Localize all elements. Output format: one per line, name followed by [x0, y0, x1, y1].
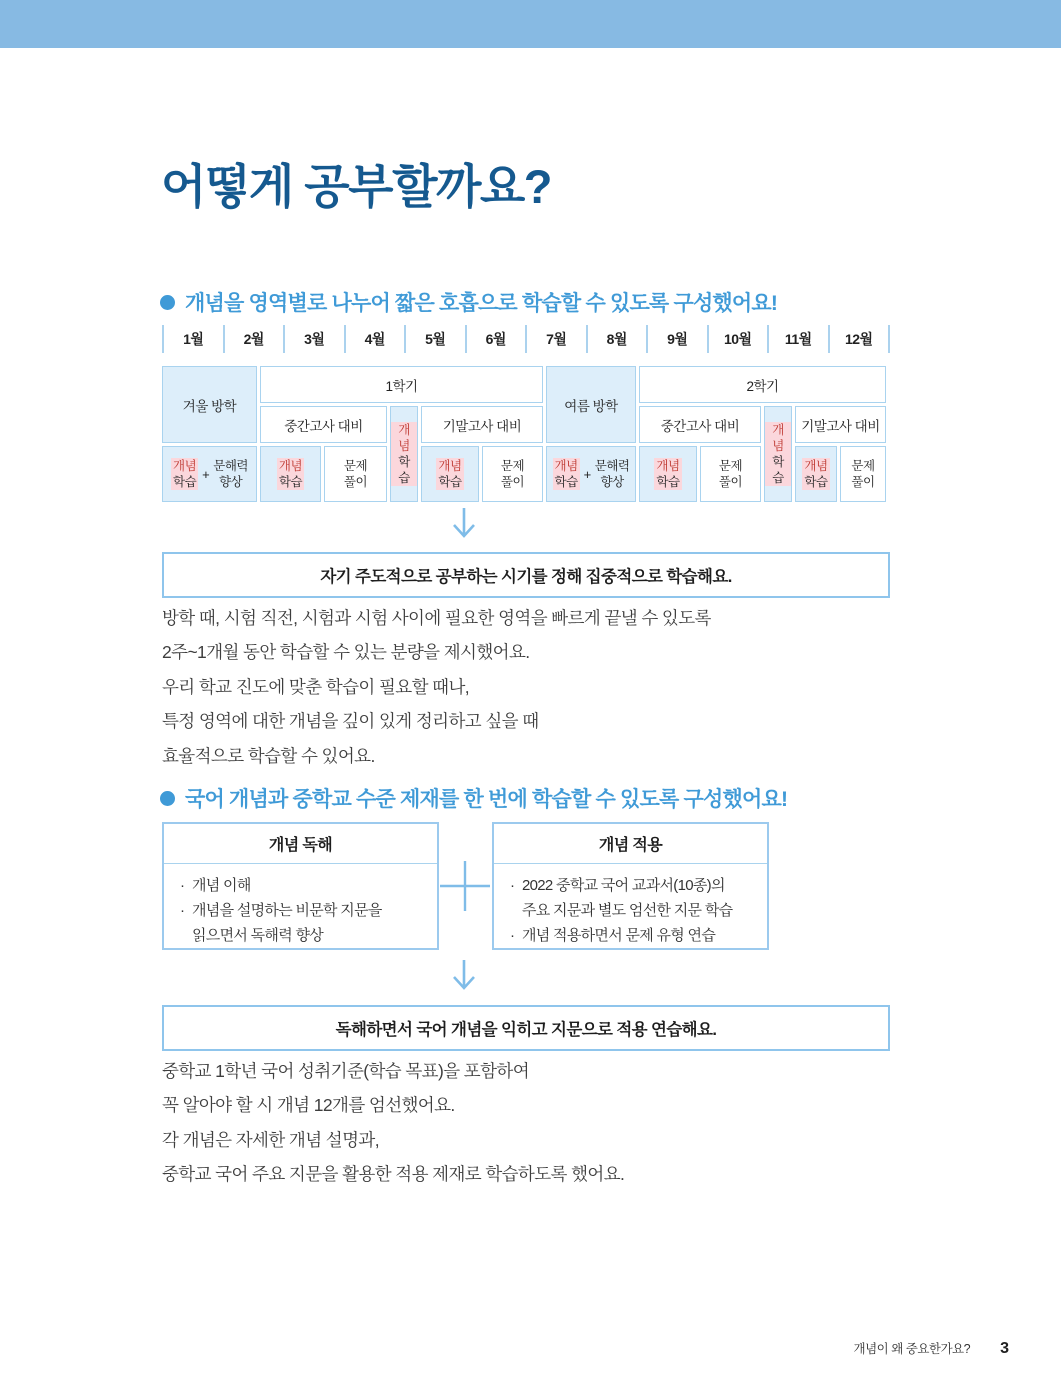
paragraph-line: 중학교 1학년 국어 성취기준(학습 목표)을 포함하여 [162, 1060, 529, 1081]
box-title: 개념 적용 [494, 824, 767, 864]
section1-heading [160, 287, 777, 317]
month-label: 1월 [162, 325, 223, 353]
plus-sign: + [583, 466, 591, 482]
cell-summer-break: 여름 방학 [546, 366, 636, 443]
cell-concept-study: 개념 학습 [260, 446, 321, 502]
month-label: 6월 [465, 325, 526, 353]
month-label: 8월 [586, 325, 647, 353]
plus-sign: + [202, 466, 210, 482]
section2-heading [160, 783, 787, 813]
paragraph-line: 각 개념은 자세한 개념 설명과, [162, 1129, 379, 1150]
cell-concept-study: 개념 학습 [390, 406, 418, 502]
down-arrow-icon [449, 959, 479, 995]
concept-application-box [492, 822, 769, 950]
cell-winter-break: 겨울 방학 [162, 366, 257, 443]
cell-midterm-prep: 중간고사 대비 [260, 406, 387, 443]
concept-reading-box [162, 822, 439, 950]
month-label: 7월 [525, 325, 586, 353]
paragraph-line: 효율적으로 학습할 수 있어요. [162, 745, 375, 766]
month-label: 5월 [404, 325, 465, 353]
cell-semester1: 1학기 [260, 366, 543, 403]
list-item: · 2022 중학교 국어 교과서(10종)의 주요 지문과 별도 엄선한 지문 학습 [510, 877, 733, 919]
paragraph-line: 중학교 국어 주요 지문을 활용한 적용 제재로 학습하도록 했어요. [162, 1164, 625, 1185]
section1-heading-text: 개념을 영역별로 나누어 짧은 호흡으로 학습할 수 있도록 구성했어요! [185, 292, 778, 315]
list-item: · 개념 적용하면서 문제 유형 연습 [510, 927, 716, 944]
schedule-table [162, 366, 886, 502]
month-timeline [162, 325, 890, 353]
section2-paragraph [162, 1053, 624, 1191]
page-title: 어떻게 공부할까요? [161, 160, 551, 213]
plus-icon [438, 859, 492, 918]
page-footer [854, 1339, 1009, 1358]
cell-problem-solving: 문제 풀이 [324, 446, 387, 502]
month-label: 4월 [344, 325, 405, 353]
top-banner [0, 0, 1061, 48]
cell-concept-study: 개념 학습 [764, 406, 792, 502]
cell-concept-plus-literacy: 개념 학습 + 문해력 향상 [162, 446, 257, 502]
cell-semester2: 2학기 [639, 366, 886, 403]
bullet-icon [160, 791, 175, 806]
page-number: 3 [1000, 1340, 1009, 1357]
bullet-icon [160, 295, 175, 310]
cell-final-prep: 기말고사 대비 [421, 406, 543, 443]
month-label: 12월 [828, 325, 889, 353]
cell-final-prep: 기말고사 대비 [795, 406, 886, 443]
cell-concept-study: 개념 학습 [795, 446, 837, 502]
cell-problem-solving: 문제 풀이 [700, 446, 761, 502]
list-item: · 개념을 설명하는 비문학 지문을 읽으면서 독해력 향상 [180, 902, 382, 944]
month-label: 2월 [223, 325, 284, 353]
box-title: 개념 독해 [164, 824, 437, 864]
cell-concept-plus-literacy: 개념 학습 + 문해력 향상 [546, 446, 636, 502]
section1-callout: 자기 주도적으로 공부하는 시기를 정해 집중적으로 학습해요. [162, 552, 890, 598]
cell-problem-solving: 문제 풀이 [482, 446, 543, 502]
cell-problem-solving: 문제 풀이 [840, 446, 886, 502]
section2-heading-text: 국어 개념과 중학교 수준 제재를 한 번에 학습할 수 있도록 구성했어요! [185, 788, 788, 811]
paragraph-line: 특정 영역에 대한 개념을 깊이 있게 정리하고 싶을 때 [162, 711, 539, 732]
concept-boxes-row [162, 822, 890, 950]
cell-concept-study: 개념 학습 [421, 446, 479, 502]
section1-paragraph [162, 600, 711, 773]
paragraph-line: 2주~1개월 동안 학습할 수 있는 분량을 제시했어요. [162, 642, 530, 663]
section2-callout: 독해하면서 국어 개념을 익히고 지문으로 적용 연습해요. [162, 1005, 890, 1051]
list-item: · 개념 이해 [180, 877, 251, 894]
footer-chapter-title: 개념이 왜 중요한가요? [853, 1342, 971, 1356]
paragraph-line: 꼭 알아야 할 시 개념 12개를 엄선했어요. [162, 1095, 455, 1116]
paragraph-line: 방학 때, 시험 직전, 시험과 시험 사이에 필요한 영역을 빠르게 끝낼 수 있도록 [162, 607, 711, 628]
cell-midterm-prep: 중간고사 대비 [639, 406, 761, 443]
month-label: 11월 [767, 325, 828, 353]
month-label: 10월 [707, 325, 768, 353]
month-label: 9월 [646, 325, 707, 353]
cell-concept-study: 개념 학습 [639, 446, 697, 502]
month-label: 3월 [283, 325, 344, 353]
down-arrow-icon [449, 507, 479, 543]
paragraph-line: 우리 학교 진도에 맞춘 학습이 필요할 때나, [162, 676, 470, 697]
